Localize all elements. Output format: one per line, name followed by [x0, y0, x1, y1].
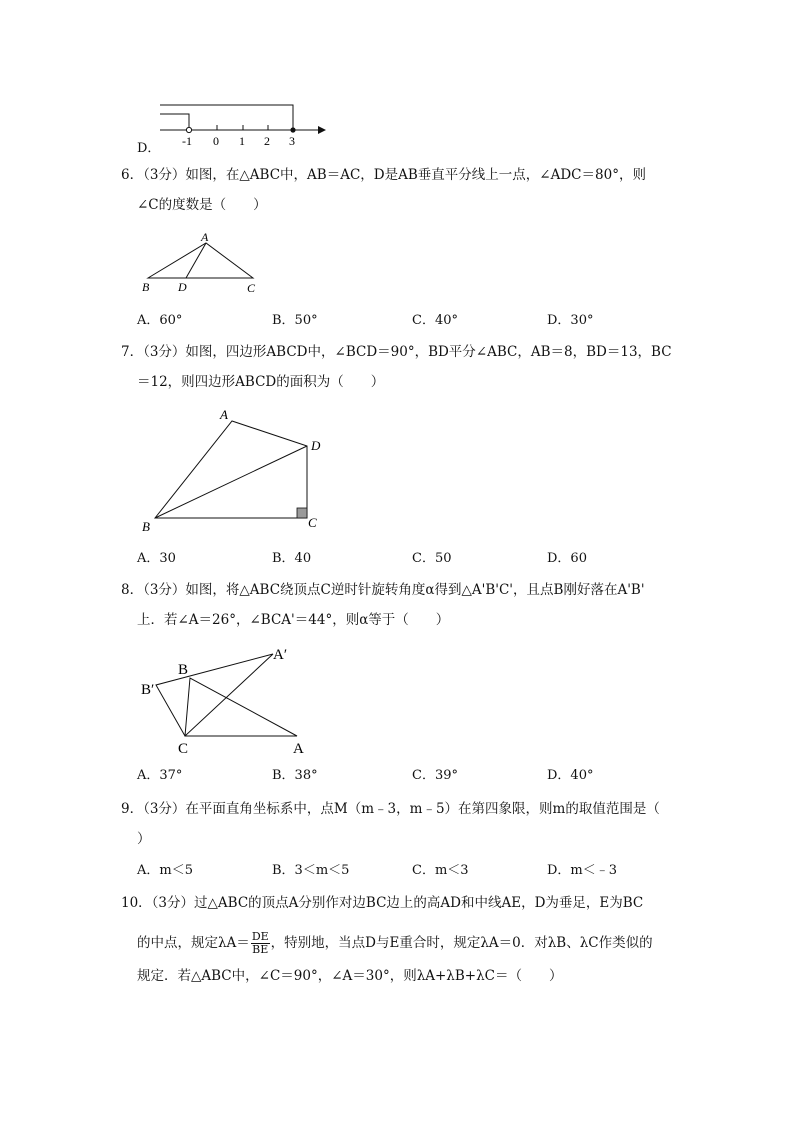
- q6-label-c: C: [247, 281, 256, 295]
- q8-option-a[interactable]: A．37°: [137, 768, 183, 783]
- q9-stem-line2: ）: [137, 831, 151, 847]
- q9-stem-line1: 9．（3分）在平面直角坐标系中，点M（m﹣3，m﹣5）在第四象限，则m的取值范围是（: [121, 801, 660, 817]
- q6-label-d: D: [178, 280, 187, 294]
- q7-label-c: C: [308, 515, 317, 530]
- q6-stem-line1: 6．（3分）如图，在△ABC中，AB＝AC，D是AB垂直平分线上一点，∠ADC＝80°，则: [121, 167, 646, 183]
- q7-option-a[interactable]: A．30: [137, 551, 176, 566]
- fraction-de-over-be: [251, 931, 270, 956]
- q6-option-a[interactable]: A．60°: [137, 313, 183, 328]
- q6-option-d[interactable]: D．30°: [547, 313, 594, 328]
- q8-stem-line2: 上．若∠A＝26°，∠BCA'＝44°，则α等于（ ）: [137, 612, 450, 628]
- tick-label: 2: [264, 134, 270, 148]
- q7-option-c[interactable]: C．50: [412, 551, 452, 566]
- q10-stem-line2: [137, 925, 653, 961]
- q8-option-c[interactable]: C．39°: [412, 768, 458, 783]
- fraction-denominator: BE: [252, 943, 269, 956]
- q8-label-b-prime: B′: [141, 682, 155, 698]
- tick-label: 1: [239, 134, 245, 148]
- q6-option-c[interactable]: C．40°: [412, 313, 458, 328]
- q8-label-c: C: [178, 741, 189, 757]
- q9-option-a[interactable]: A．m＜5: [137, 863, 193, 878]
- tick-label: 0: [213, 134, 219, 148]
- q6-option-b[interactable]: B．50°: [272, 313, 318, 328]
- tick-label: 3: [289, 134, 295, 148]
- q6-label-a: A: [201, 230, 209, 244]
- q8-stem-line1: 8．（3分）如图，将△ABC绕顶点C逆时针旋转角度α得到△A'B'C'，且点B刚好落在A'B': [121, 582, 645, 598]
- q7-stem-line1: 7．（3分）如图，四边形ABCD中，∠BCD＝90°，BD平分∠ABC，AB＝8，BD＝13，BC: [121, 344, 672, 360]
- fraction-numerator: DE: [251, 930, 269, 943]
- q7-label-a: A: [220, 407, 228, 422]
- q8-label-a-prime: A′: [273, 647, 288, 663]
- q8-label-b: B: [178, 662, 189, 678]
- q10-stem-line3: 规定．若△ABC中，∠C＝90°，∠A＝30°，则λA+λB+λC＝（ ）: [137, 968, 563, 984]
- q9-option-c[interactable]: C．m＜3: [412, 863, 469, 878]
- q8-option-b[interactable]: B．38°: [272, 768, 318, 783]
- q10-line2-post: ，特别地，当点D与E重合时，规定λA＝0．对λB、λC作类似的: [270, 935, 653, 951]
- q7-label-d: D: [311, 438, 321, 453]
- q6-stem-line2: ∠C的度数是（ ）: [137, 197, 267, 213]
- tick-label: -1: [182, 134, 192, 148]
- q7-option-b[interactable]: B．40: [272, 551, 312, 566]
- q10-line2-pre: 的中点，规定λA＝: [137, 935, 250, 951]
- q10-stem-line1: 10．（3分）过△ABC的顶点A分别作对边BC边上的高AD和中线AE，D为垂足，E为BC: [121, 895, 644, 911]
- q8-label-a: A: [293, 741, 304, 757]
- q9-option-b[interactable]: B．3＜m＜5: [272, 863, 350, 878]
- option-d-label: D．: [137, 141, 161, 156]
- q8-option-d[interactable]: D．40°: [547, 768, 594, 783]
- q7-stem-line2: ＝12，则四边形ABCD的面积为（ ）: [137, 374, 385, 390]
- q7-label-b: B: [142, 519, 150, 534]
- q7-option-d[interactable]: D．60: [547, 551, 587, 566]
- q6-label-b: B: [142, 280, 150, 294]
- q9-option-d[interactable]: D．m＜﹣3: [547, 863, 618, 878]
